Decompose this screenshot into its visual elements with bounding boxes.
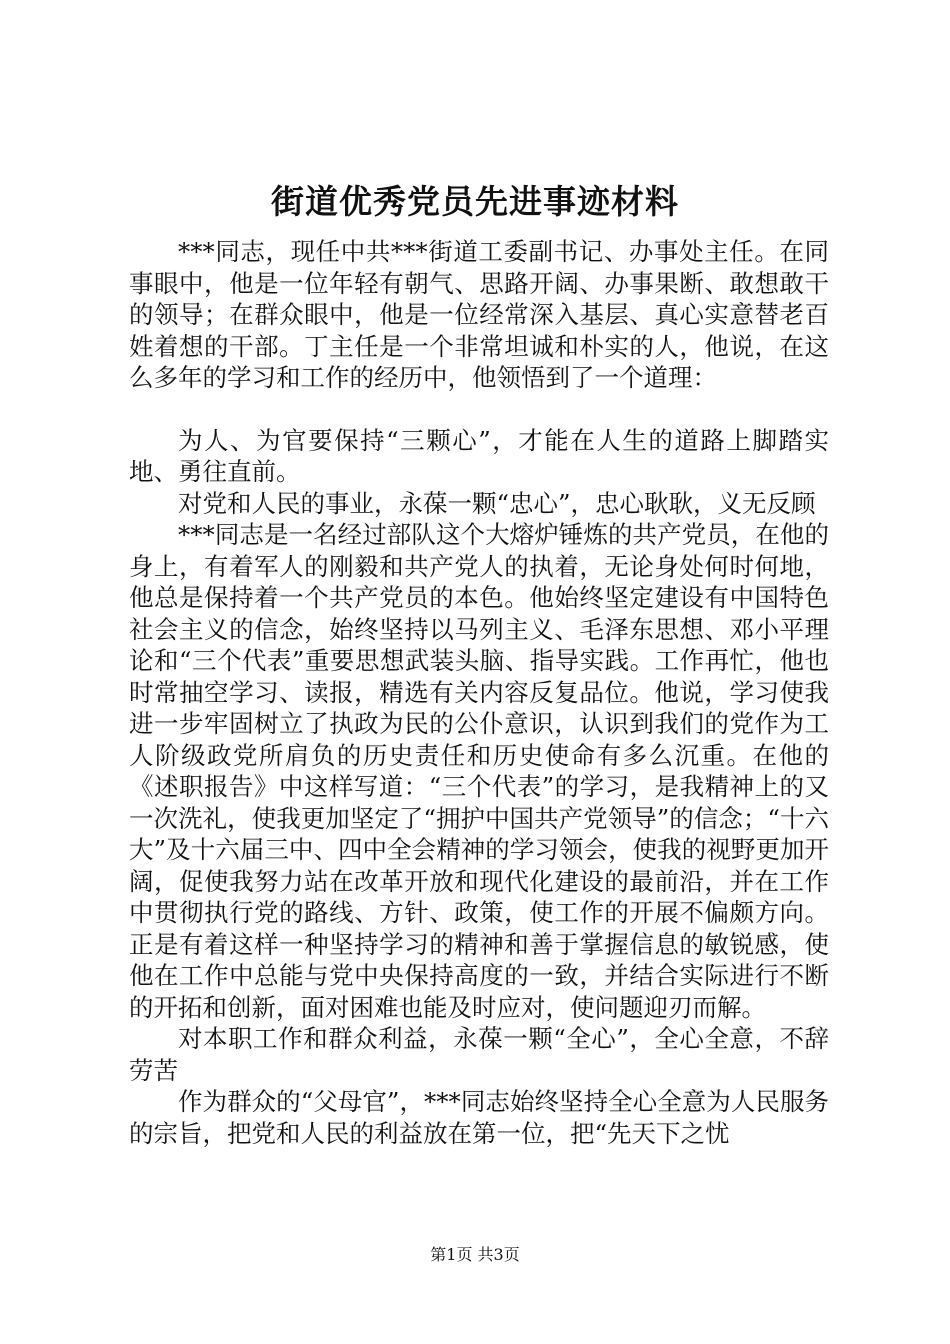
document-title: 街道优秀党员先进事迹材料	[271, 182, 679, 221]
page-footer: 第1页 共3页	[430, 1245, 520, 1264]
paragraph-dedication-detail: 作为群众的“父母官”，***同志始终坚持全心全意为人民服务的宗旨，把党和人民的利益放在第一位，把“先天下之忧	[129, 1087, 829, 1148]
paragraph-loyalty-detail: ***同志是一名经过部队这个大熔炉锤炼的共产党员，在他的身上，有着军人的刚毅和共产党人的执着，无论身处何时何地，他总是保持着一个共产党员的本色。他始终坚定建设有中国特色社会主义的信念，始终坚持以马列主义、毛泽东思想、邓小平理论和“三个代表”重要思想武装头脑、指导实践。工作再忙，他也时常抽空学习、读报，精选有关内容反复品位。他说，学习使我进一步牢固树立了执政为民的公仆意识，认识到我们的党作为工人阶级政党所肩负的历史责任和历史使命有多么沉重。在他的《述职报告》中这样写道：“三个代表”的学习，是我精神上的又一次洗礼，使我更加坚定了“拥护中国共产党领导”的信念；“十六大”及十六届三中、四中全会精神的学习领会，使我的视野更加开阔，促使我努力站在改革开放和现代化建设的最前沿，并在工作中贯彻执行党的路线、方针、政策，使工作的开展不偏颇方向。正是有着这样一种坚持学习的精神和善于掌握信息的敏锐感，使他在工作中总能与党中央保持高度的一致，并结合实际进行不断的开拓和创新，面对困难也能及时应对，使问题迎刃而解。	[129, 520, 829, 1022]
paragraph-three-hearts: 为人、为官要保持“三颗心”，才能在人生的道路上脚踏实地、勇往直前。	[129, 425, 829, 486]
paragraph-heading-loyalty: 对党和人民的事业，永葆一颗“忠心”，忠心耿耿，义无反顾	[178, 488, 816, 518]
document-body	[129, 236, 829, 1149]
paragraph-heading-dedication: 对本职工作和群众利益，永葆一颗“全心”，全心全意，不辞劳苦	[129, 1024, 829, 1085]
paragraph-intro: ***同志，现任中共***街道工委副书记、办事处主任。在同事眼中，他是一位年轻有朝气、思路开阔、办事果断、敢想敢干的领导；在群众眼中，他是一位经常深入基层、真心实意替老百姓着想的干部。丁主任是一个非常坦诚和朴实的人，他说，在这么多年的学习和工作的经历中，他领悟到了一个道理：	[129, 237, 829, 392]
